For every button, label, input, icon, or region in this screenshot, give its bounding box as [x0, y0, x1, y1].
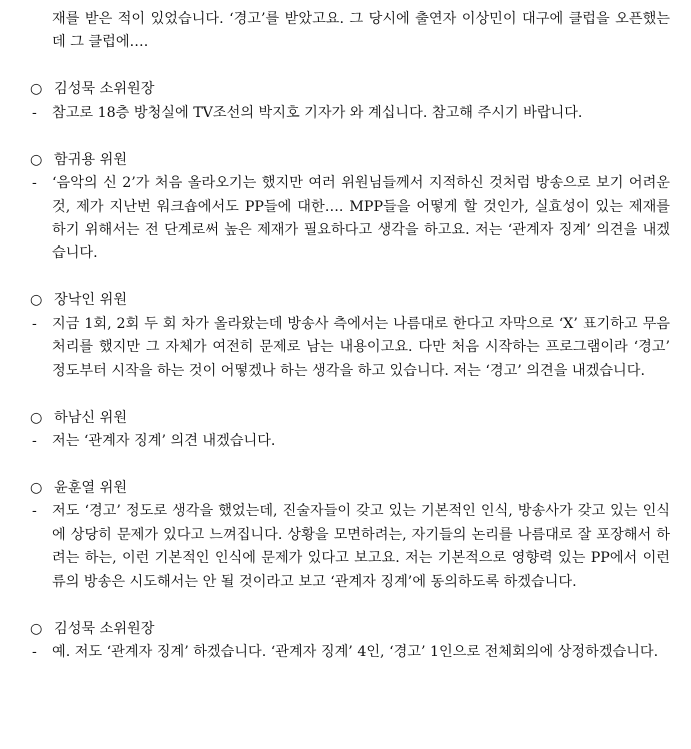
speaker-block: [0, 149, 691, 266]
bullet-circle-icon: ○: [30, 292, 43, 309]
speech-text: 예. 저도 ‘관계자 징계’ 하겠습니다. ‘관계자 징계’ 4인, ‘경고’ 1인으로 전체회의에 상정하겠습니다.: [52, 644, 659, 661]
spacer: [0, 383, 691, 407]
speaker-name: 김성묵 소위원장: [54, 620, 155, 637]
bullet-circle-icon: ○: [30, 480, 43, 497]
bullet-circle-icon: ○: [30, 409, 43, 426]
spacer: [0, 266, 691, 290]
dash-marker: -: [32, 315, 37, 332]
speaker-heading: [30, 407, 691, 430]
speech-paragraph: [0, 172, 691, 266]
speech-text: 참고로 18층 방청실에 TV조선의 박지호 기자가 와 계십니다. 참고해 주시기 바랍니다.: [52, 104, 583, 121]
speech-paragraph: [0, 313, 691, 383]
dash-marker: -: [32, 433, 37, 450]
speech-paragraph: [0, 641, 691, 664]
bullet-circle-icon: ○: [30, 81, 43, 98]
dash-marker: -: [32, 644, 37, 661]
speaker-name: 함귀용 위원: [54, 151, 128, 168]
speech-paragraph: [0, 102, 691, 125]
speaker-block: [0, 289, 691, 383]
speech-text: 저는 ‘관계자 징계’ 의견 내겠습니다.: [52, 433, 276, 450]
spacer: [0, 453, 691, 477]
speaker-name: 하남신 위원: [54, 409, 128, 426]
speech-text: 지금 1회, 2회 두 회 차가 올라왔는데 방송사 측에서는 나름대로 한다고 자막으로 ‘X’ 표기하고 무음 처리를 했지만 그 자체가 여전히 문제로 남는 내용이고요. 다만 처음 시작하는 프로그램이라 ‘경고’ 정도부터 시작을 하는 것이 어떻겠나 하는 생각을 하고 있습니다. 저는 ‘경고’ 의견을 내겠습니다.: [52, 315, 670, 379]
dash-marker: -: [32, 104, 37, 121]
spacer: [0, 594, 691, 618]
speaker-heading: [30, 78, 691, 101]
speech-paragraph: [0, 500, 691, 594]
speaker-block: [0, 78, 691, 125]
speaker-block: [0, 407, 691, 454]
speech-text: 저도 ‘경고’ 정도로 생각을 했었는데, 진술자들이 갖고 있는 기본적인 인식, 방송사가 갖고 있는 인식에 상당히 문제가 있다고 느껴집니다. 상황을 모면하려는, 자기들의 논리를 나름대로 잘 포장해서 하려는 하는, 이런 기본적인 인식에 문제가 있다고 보고요. 저는 기본적으로 영향력 있는 PP에서 이런 류의 방송은 시도해서는 안 될 것이라고 보고 ‘관계자 징계’에 동의하도록 하겠습니다.: [52, 503, 670, 590]
bullet-circle-icon: ○: [30, 620, 43, 637]
speech-text: ‘음악의 신 2’가 처음 올라오기는 했지만 여러 위원님들께서 지적하신 것처럼 방송으로 보기 어려운 것, 제가 지난번 워크숍에서도 PP들에 대한…. MPP들을 어떻게 할 것인가, 실효성이 있는 제재를 하기 위해서는 전 단계로써 높은 제재가 필요하다고 생각을 하고요. 저는 ‘관계자 징계’ 의견을 내겠습니다.: [52, 175, 670, 262]
spacer: [0, 55, 691, 79]
speaker-heading: [30, 149, 691, 172]
transcript-page: [0, 8, 691, 665]
speaker-name: 윤훈열 위원: [54, 480, 128, 497]
speaker-heading: [30, 477, 691, 500]
dash-marker: -: [32, 503, 37, 520]
continued-paragraph: 재를 받은 적이 있었습니다. ‘경고’를 받았고요. 그 당시에 출연자 이상민이 대구에 클럽을 오픈했는데 그 클럽에….: [52, 11, 670, 51]
speaker-name: 김성묵 소위원장: [54, 81, 155, 98]
dash-marker: -: [32, 175, 37, 192]
speaker-heading: [30, 618, 691, 641]
speaker-block: [0, 618, 691, 665]
speech-paragraph: [0, 430, 691, 453]
bullet-circle-icon: ○: [30, 151, 43, 168]
speaker-block: [0, 477, 691, 594]
speaker-name: 장낙인 위원: [54, 292, 128, 309]
spacer: [0, 125, 691, 149]
speaker-heading: [30, 289, 691, 312]
